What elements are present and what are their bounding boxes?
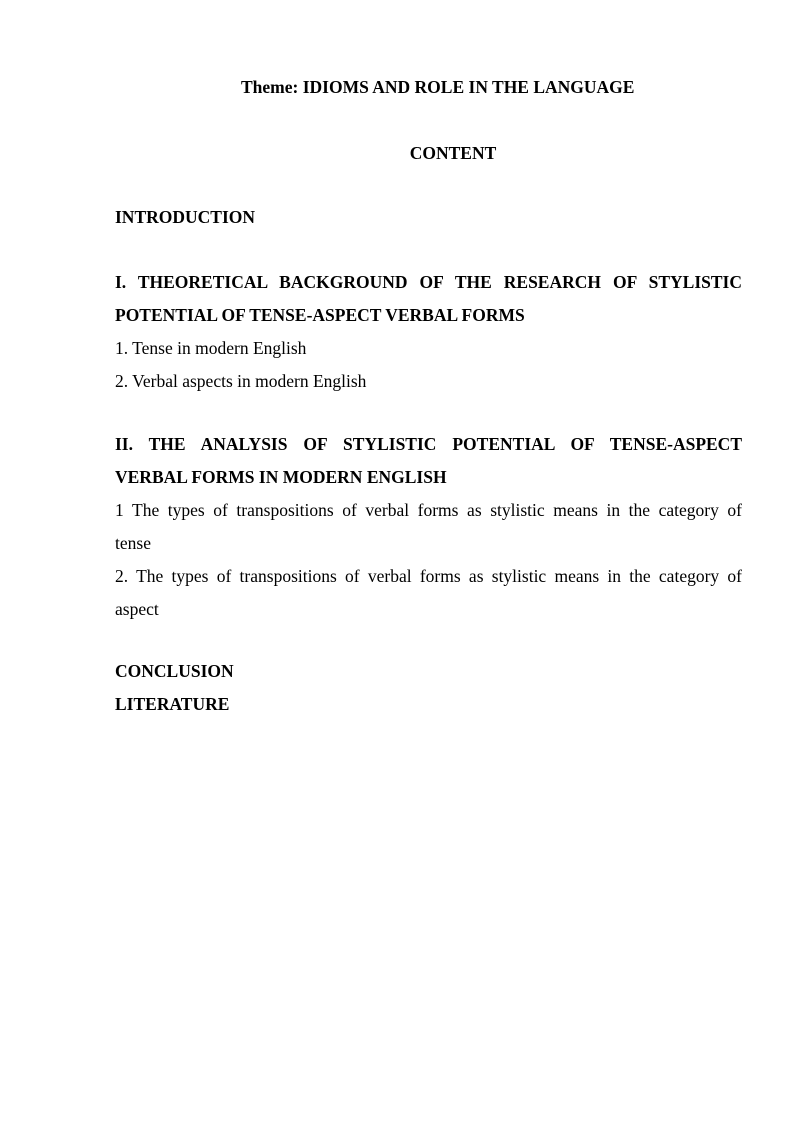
toc-end-matter <box>115 655 234 721</box>
section-2-item-2-line2: aspect <box>115 599 159 619</box>
toc-section-2 <box>115 428 742 626</box>
toc-literature: LITERATURE <box>115 694 230 714</box>
section-2-title-line2: VERBAL FORMS IN MODERN ENGLISH <box>115 467 447 487</box>
section-2-item-2-line1: 2. The types of transpositions of verbal forms as stylistic means in the category of <box>115 566 742 586</box>
toc-conclusion: CONCLUSION <box>115 661 234 681</box>
section-1-title-line1: I. THEORETICAL BACKGROUND OF THE RESEARCH OF STYLISTIC <box>115 272 742 292</box>
section-2-title-line1: II. THE ANALYSIS OF STYLISTIC POTENTIAL OF TENSE-ASPECT <box>115 434 742 454</box>
section-2-item-1-line1: 1 The types of transpositions of verbal forms as stylistic means in the category of <box>115 500 742 520</box>
content-heading: CONTENT <box>409 143 497 163</box>
theme-title: Theme: IDIOMS AND ROLE IN THE LANGUAGE <box>241 77 635 97</box>
section-1-item: 1. Tense in modern English <box>115 338 307 358</box>
section-1-item: 2. Verbal aspects in modern English <box>115 371 367 391</box>
section-1-title-line2: POTENTIAL OF TENSE-ASPECT VERBAL FORMS <box>115 305 525 325</box>
section-2-item-1-line2: tense <box>115 533 151 553</box>
toc-introduction: INTRODUCTION <box>115 207 256 227</box>
toc-section-1 <box>115 266 742 398</box>
